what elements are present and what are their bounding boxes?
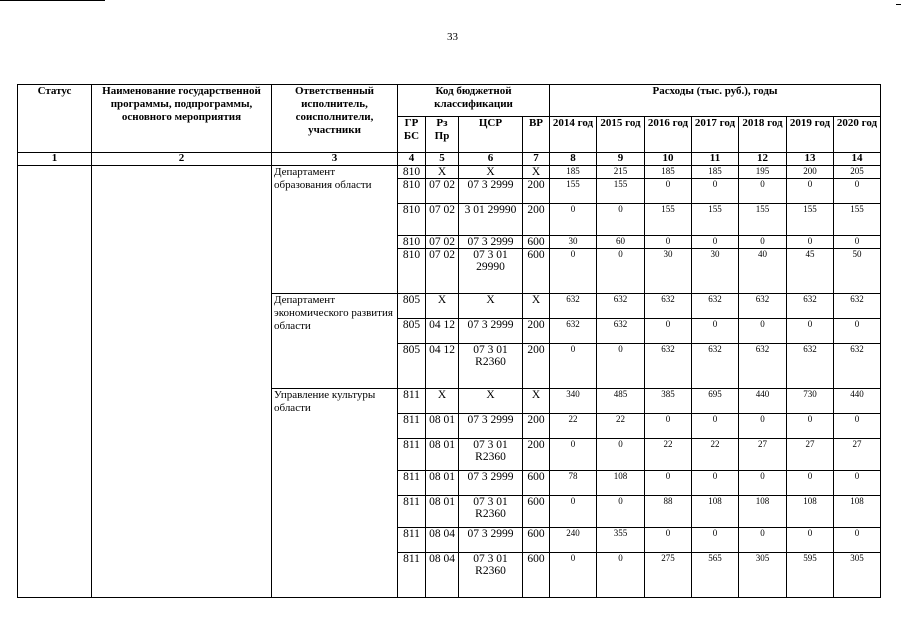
value-cell: 355 — [597, 528, 645, 553]
rzpr-cell: 07 02 — [426, 249, 459, 294]
rzpr-cell: 08 01 — [426, 471, 459, 496]
value-cell: 0 — [597, 439, 645, 471]
value-cell: 0 — [834, 471, 881, 496]
csr-cell: 07 3 01 R2360 — [459, 439, 523, 471]
csr-cell: X — [459, 389, 523, 414]
column-number: 9 — [597, 153, 645, 166]
value-cell: 205 — [834, 166, 881, 179]
value-cell: 0 — [739, 528, 787, 553]
rzpr-cell: 04 12 — [426, 319, 459, 344]
value-cell: 0 — [645, 414, 692, 439]
value-cell: 632 — [692, 294, 739, 319]
value-cell: 108 — [692, 496, 739, 528]
value-cell: 0 — [739, 471, 787, 496]
value-cell: 155 — [739, 204, 787, 236]
rzpr-cell: X — [426, 166, 459, 179]
rzpr-cell: X — [426, 294, 459, 319]
value-cell: 155 — [550, 179, 597, 204]
value-cell: 240 — [550, 528, 597, 553]
csr-cell: 07 3 01 R2360 — [459, 344, 523, 389]
rzpr-cell: 07 02 — [426, 204, 459, 236]
vr-cell: 600 — [523, 249, 550, 294]
grbs-cell: 810 — [398, 166, 426, 179]
rzpr-cell: 07 02 — [426, 179, 459, 204]
value-cell: 305 — [739, 553, 787, 598]
value-cell: 632 — [834, 294, 881, 319]
vr-cell: 200 — [523, 319, 550, 344]
value-cell: 22 — [645, 439, 692, 471]
value-cell: 0 — [597, 496, 645, 528]
grbs-cell: 810 — [398, 204, 426, 236]
value-cell: 632 — [597, 319, 645, 344]
header-vr: ВР — [523, 117, 550, 153]
vr-cell: 600 — [523, 496, 550, 528]
executor-cell: Департамент экономического развития области — [272, 294, 398, 389]
grbs-cell: 811 — [398, 496, 426, 528]
value-cell: 108 — [834, 496, 881, 528]
value-cell: 200 — [787, 166, 834, 179]
column-number: 2 — [92, 153, 272, 166]
value-cell: 0 — [645, 319, 692, 344]
rzpr-cell: 04 12 — [426, 344, 459, 389]
value-cell: 0 — [597, 204, 645, 236]
value-cell: 0 — [739, 414, 787, 439]
value-cell: 0 — [645, 179, 692, 204]
executor-cell: Департамент образования области — [272, 166, 398, 294]
column-number-row — [18, 153, 881, 166]
value-cell: 632 — [787, 294, 834, 319]
value-cell: 485 — [597, 389, 645, 414]
csr-cell: 07 3 2999 — [459, 319, 523, 344]
page-number: 33 — [447, 31, 458, 43]
value-cell: 0 — [645, 236, 692, 249]
value-cell: 305 — [834, 553, 881, 598]
header-rzpr: Рз Пр — [426, 117, 459, 153]
header-year: 2017 год — [692, 117, 739, 153]
vr-cell: 600 — [523, 528, 550, 553]
header-budget-code: Код бюджетной классификации — [398, 85, 550, 117]
value-cell: 440 — [834, 389, 881, 414]
value-cell: 185 — [550, 166, 597, 179]
budget-table — [17, 84, 881, 598]
column-number: 12 — [739, 153, 787, 166]
value-cell: 155 — [834, 204, 881, 236]
grbs-cell: 805 — [398, 319, 426, 344]
vr-cell: 600 — [523, 553, 550, 598]
value-cell: 0 — [739, 179, 787, 204]
rzpr-cell: 08 04 — [426, 528, 459, 553]
value-cell: 275 — [645, 553, 692, 598]
column-number: 1 — [18, 153, 92, 166]
value-cell: 340 — [550, 389, 597, 414]
value-cell: 0 — [692, 236, 739, 249]
value-cell: 0 — [692, 528, 739, 553]
value-cell: 632 — [834, 344, 881, 389]
grbs-cell: 810 — [398, 179, 426, 204]
name-cell — [92, 166, 272, 598]
grbs-cell: 811 — [398, 389, 426, 414]
value-cell: 0 — [787, 179, 834, 204]
value-cell: 30 — [550, 236, 597, 249]
value-cell: 108 — [787, 496, 834, 528]
csr-cell: 07 3 01 R2360 — [459, 496, 523, 528]
column-number: 4 — [398, 153, 426, 166]
rzpr-cell: 08 01 — [426, 414, 459, 439]
header-year: 2014 год — [550, 117, 597, 153]
value-cell: 0 — [597, 249, 645, 294]
value-cell: 0 — [834, 528, 881, 553]
value-cell: 0 — [787, 414, 834, 439]
value-cell: 632 — [597, 294, 645, 319]
column-number: 10 — [645, 153, 692, 166]
column-number: 14 — [834, 153, 881, 166]
value-cell: 155 — [597, 179, 645, 204]
value-cell: 27 — [834, 439, 881, 471]
value-cell: 385 — [645, 389, 692, 414]
value-cell: 185 — [645, 166, 692, 179]
value-cell: 0 — [692, 319, 739, 344]
value-cell: 632 — [739, 294, 787, 319]
vr-cell: X — [523, 389, 550, 414]
value-cell: 632 — [787, 344, 834, 389]
value-cell: 22 — [692, 439, 739, 471]
rzpr-cell: 08 01 — [426, 496, 459, 528]
header-expenses: Расходы (тыс. руб.), годы — [550, 85, 881, 117]
header-status: Статус — [18, 85, 92, 153]
header-name: Наименование государственной программы, подпрограммы, основного мероприятия — [92, 85, 272, 153]
header-year: 2020 год — [834, 117, 881, 153]
rzpr-cell: 08 01 — [426, 439, 459, 471]
value-cell: 155 — [692, 204, 739, 236]
vr-cell: 200 — [523, 179, 550, 204]
value-cell: 40 — [739, 249, 787, 294]
value-cell: 27 — [787, 439, 834, 471]
csr-cell: X — [459, 294, 523, 319]
value-cell: 0 — [787, 236, 834, 249]
value-cell: 0 — [550, 344, 597, 389]
csr-cell: 07 3 01 29990 — [459, 249, 523, 294]
value-cell: 0 — [550, 553, 597, 598]
value-cell: 108 — [739, 496, 787, 528]
value-cell: 595 — [787, 553, 834, 598]
column-number: 8 — [550, 153, 597, 166]
value-cell: 0 — [692, 471, 739, 496]
value-cell: 0 — [692, 179, 739, 204]
value-cell: 632 — [645, 344, 692, 389]
rzpr-cell: 08 04 — [426, 553, 459, 598]
column-number: 3 — [272, 153, 398, 166]
rzpr-cell: 07 02 — [426, 236, 459, 249]
value-cell: 215 — [597, 166, 645, 179]
vr-cell: 200 — [523, 344, 550, 389]
value-cell: 440 — [739, 389, 787, 414]
csr-cell: 3 01 29990 — [459, 204, 523, 236]
vr-cell: X — [523, 166, 550, 179]
column-number: 5 — [426, 153, 459, 166]
csr-cell: 07 3 2999 — [459, 471, 523, 496]
value-cell: 0 — [645, 528, 692, 553]
value-cell: 50 — [834, 249, 881, 294]
header-year: 2016 год — [645, 117, 692, 153]
value-cell: 30 — [645, 249, 692, 294]
value-cell: 695 — [692, 389, 739, 414]
value-cell: 0 — [550, 439, 597, 471]
value-cell: 0 — [834, 319, 881, 344]
value-cell: 60 — [597, 236, 645, 249]
column-number: 11 — [692, 153, 739, 166]
value-cell: 0 — [597, 344, 645, 389]
grbs-cell: 805 — [398, 344, 426, 389]
grbs-cell: 811 — [398, 553, 426, 598]
value-cell: 0 — [787, 319, 834, 344]
table-row — [18, 166, 881, 179]
value-cell: 0 — [787, 528, 834, 553]
value-cell: 195 — [739, 166, 787, 179]
header-year: 2019 год — [787, 117, 834, 153]
value-cell: 88 — [645, 496, 692, 528]
grbs-cell: 811 — [398, 471, 426, 496]
column-number: 6 — [459, 153, 523, 166]
value-cell: 185 — [692, 166, 739, 179]
value-cell: 565 — [692, 553, 739, 598]
column-number: 7 — [523, 153, 550, 166]
csr-cell: 07 3 2999 — [459, 414, 523, 439]
value-cell: 27 — [739, 439, 787, 471]
value-cell: 0 — [550, 204, 597, 236]
column-number: 13 — [787, 153, 834, 166]
vr-cell: 200 — [523, 204, 550, 236]
grbs-cell: 810 — [398, 236, 426, 249]
header-year: 2015 год — [597, 117, 645, 153]
vr-cell: 200 — [523, 439, 550, 471]
status-cell — [18, 166, 92, 598]
csr-cell: X — [459, 166, 523, 179]
header-csr: ЦСР — [459, 117, 523, 153]
value-cell: 0 — [834, 179, 881, 204]
vr-cell: X — [523, 294, 550, 319]
value-cell: 22 — [597, 414, 645, 439]
corner-mark — [896, 4, 901, 5]
grbs-cell: 811 — [398, 528, 426, 553]
value-cell: 78 — [550, 471, 597, 496]
value-cell: 0 — [787, 471, 834, 496]
vr-cell: 600 — [523, 471, 550, 496]
value-cell: 0 — [692, 414, 739, 439]
header-grbs: ГР БС — [398, 117, 426, 153]
value-cell: 155 — [645, 204, 692, 236]
top-rule — [0, 0, 105, 1]
value-cell: 22 — [550, 414, 597, 439]
value-cell: 730 — [787, 389, 834, 414]
header-year: 2018 год — [739, 117, 787, 153]
grbs-cell: 811 — [398, 439, 426, 471]
value-cell: 0 — [739, 319, 787, 344]
value-cell: 632 — [692, 344, 739, 389]
value-cell: 632 — [645, 294, 692, 319]
value-cell: 632 — [550, 294, 597, 319]
grbs-cell: 810 — [398, 249, 426, 294]
value-cell: 45 — [787, 249, 834, 294]
csr-cell: 07 3 2999 — [459, 179, 523, 204]
vr-cell: 600 — [523, 236, 550, 249]
grbs-cell: 811 — [398, 414, 426, 439]
header-executor: Ответственный исполнитель, соисполнители, участники — [272, 85, 398, 153]
value-cell: 0 — [550, 249, 597, 294]
csr-cell: 07 3 2999 — [459, 528, 523, 553]
value-cell: 632 — [739, 344, 787, 389]
value-cell: 0 — [597, 553, 645, 598]
rzpr-cell: X — [426, 389, 459, 414]
value-cell: 108 — [597, 471, 645, 496]
grbs-cell: 805 — [398, 294, 426, 319]
vr-cell: 200 — [523, 414, 550, 439]
executor-cell: Управление культуры области — [272, 389, 398, 598]
value-cell: 0 — [739, 236, 787, 249]
value-cell: 0 — [550, 496, 597, 528]
value-cell: 0 — [645, 471, 692, 496]
value-cell: 30 — [692, 249, 739, 294]
value-cell: 155 — [787, 204, 834, 236]
csr-cell: 07 3 2999 — [459, 236, 523, 249]
value-cell: 0 — [834, 236, 881, 249]
value-cell: 632 — [550, 319, 597, 344]
value-cell: 0 — [834, 414, 881, 439]
csr-cell: 07 3 01 R2360 — [459, 553, 523, 598]
